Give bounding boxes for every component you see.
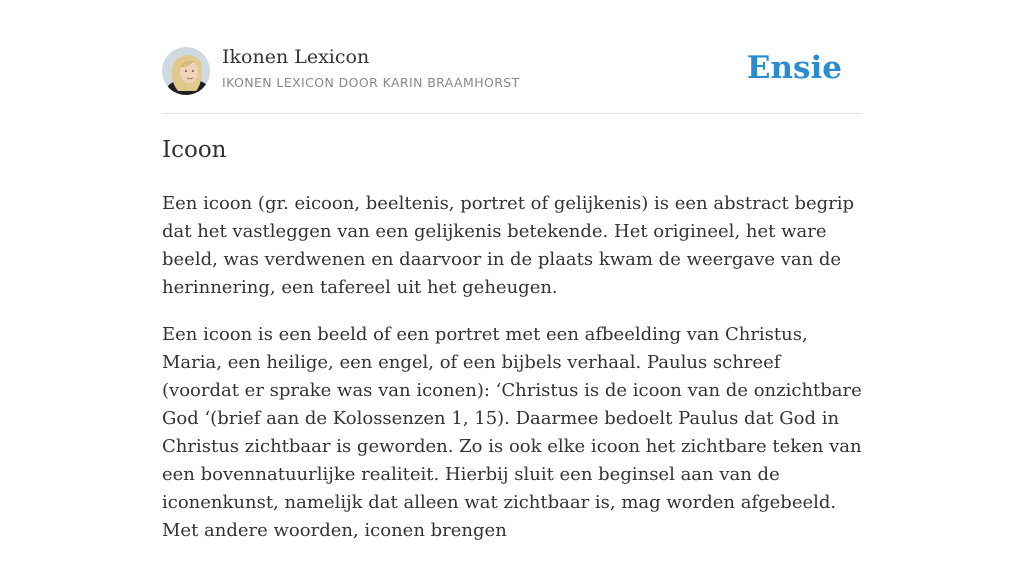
author-header [162,0,862,114]
page-title: Icoon [162,137,227,163]
author-subtitle[interactable]: IKONEN LEXICON DOOR KARIN BRAAMHORST [222,75,520,90]
page-container [162,0,862,541]
author-photo-icon [162,47,210,95]
ensie-logo-link[interactable]: Ensie [746,50,842,86]
article-body [162,190,862,564]
paragraph: Een icoon (gr. eicoon, beeltenis, portret of gelijkenis) is een abstract begrip dat het vastleggen van een gelijkenis betekende. Het origineel, het ware beeld, was verdwenen en daarvoor in de plaats kwam de weergave van de herinnering, een tafereel uit het geheugen. [162,193,855,298]
author-avatar[interactable] [162,47,210,95]
paragraph: Een icoon is een beeld of een portret met een afbeelding van Christus, Maria, een heilige, een engel, of een bijbels verhaal. Paulus schreef (voordat er sprake was van iconen): ‘Christus is de icoon van de onzichtbare God ‘(brief aan de Kolossenzen 1, 15). Daarmee bedoelt Paulus dat God in Christus zichtbaar is geworden. Zo is ook elke icoon het zichtbare teken van een bovennatuurlijke realiteit. Hierbij sluit een beginsel aan van de iconenkunst, namelijk dat alleen wat zichtbaar is, mag worden afgebeeld. Met andere woorden, iconen brengen [162,324,862,541]
author-name[interactable]: Ikonen Lexicon [222,46,370,68]
